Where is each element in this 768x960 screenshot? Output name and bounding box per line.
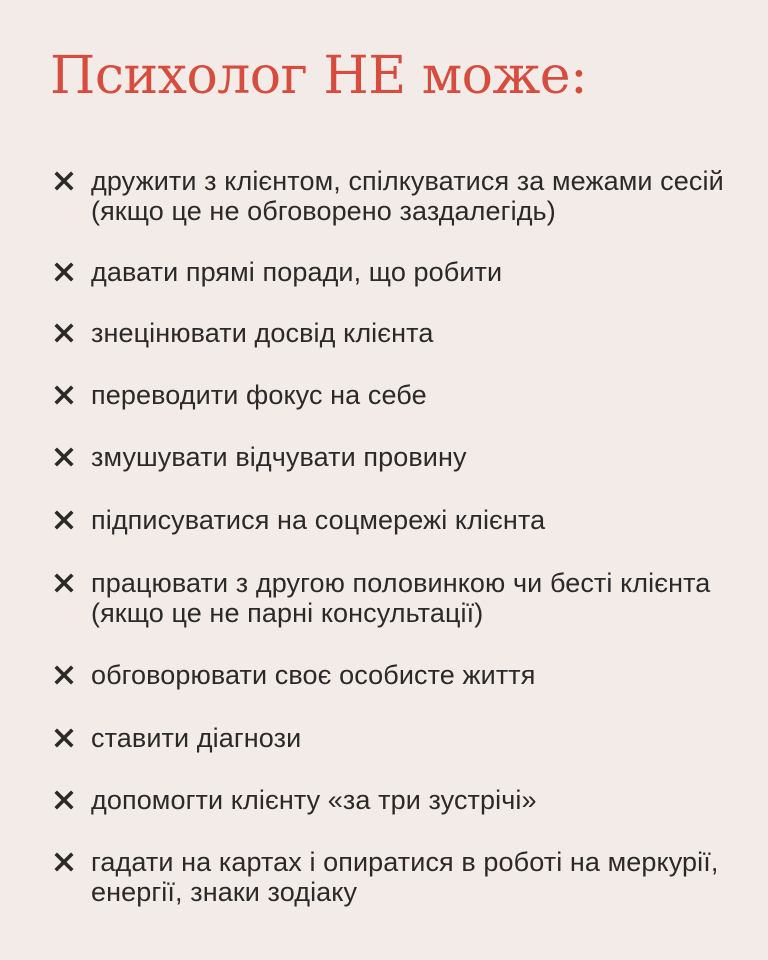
x-icon xyxy=(50,786,78,814)
x-icon xyxy=(50,661,78,689)
list-item xyxy=(50,660,750,690)
list-item xyxy=(50,785,750,815)
list-item-text: підписуватися на соцмережі клієнта xyxy=(91,505,546,535)
list-item xyxy=(50,257,750,287)
x-icon xyxy=(50,167,78,195)
page-title: Психолог НЕ може: xyxy=(50,46,588,106)
list-item-text: змушувати відчувати провину xyxy=(91,442,467,472)
list-item xyxy=(50,166,750,226)
list-item xyxy=(50,442,750,472)
x-icon xyxy=(50,506,78,534)
list-item-text: знецінювати досвід клієнта xyxy=(91,318,434,348)
list-item-text: ставити діагнози xyxy=(91,723,302,753)
x-icon xyxy=(50,319,78,347)
list-item-text: дружити з клієнтом, спілкуватися за межами сесій (якщо це не обговорено заздалегідь) xyxy=(91,166,724,226)
list-item-text: обговорювати своє особисте життя xyxy=(91,660,536,690)
list-item xyxy=(50,568,750,628)
list-item-text: працювати з другою половинкою чи бесті клієнта (якщо це не парні консультації) xyxy=(91,568,711,628)
list-item xyxy=(50,318,750,348)
list-item xyxy=(50,380,750,410)
list-item xyxy=(50,505,750,535)
list-item-text: переводити фокус на себе xyxy=(91,380,427,410)
x-icon xyxy=(50,724,78,752)
list-item-text: допомогти клієнту «за три зустрічі» xyxy=(91,785,537,815)
list-item xyxy=(50,723,750,753)
x-icon xyxy=(50,443,78,471)
x-icon xyxy=(50,258,78,286)
list-item-text: давати прямі поради, що робити xyxy=(91,257,503,287)
list-item-text: гадати на картах і опиратися в роботі на меркурії, енергії, знаки зодіаку xyxy=(91,847,719,907)
x-icon xyxy=(50,848,78,876)
list-item xyxy=(50,847,750,907)
x-icon xyxy=(50,569,78,597)
x-icon xyxy=(50,381,78,409)
